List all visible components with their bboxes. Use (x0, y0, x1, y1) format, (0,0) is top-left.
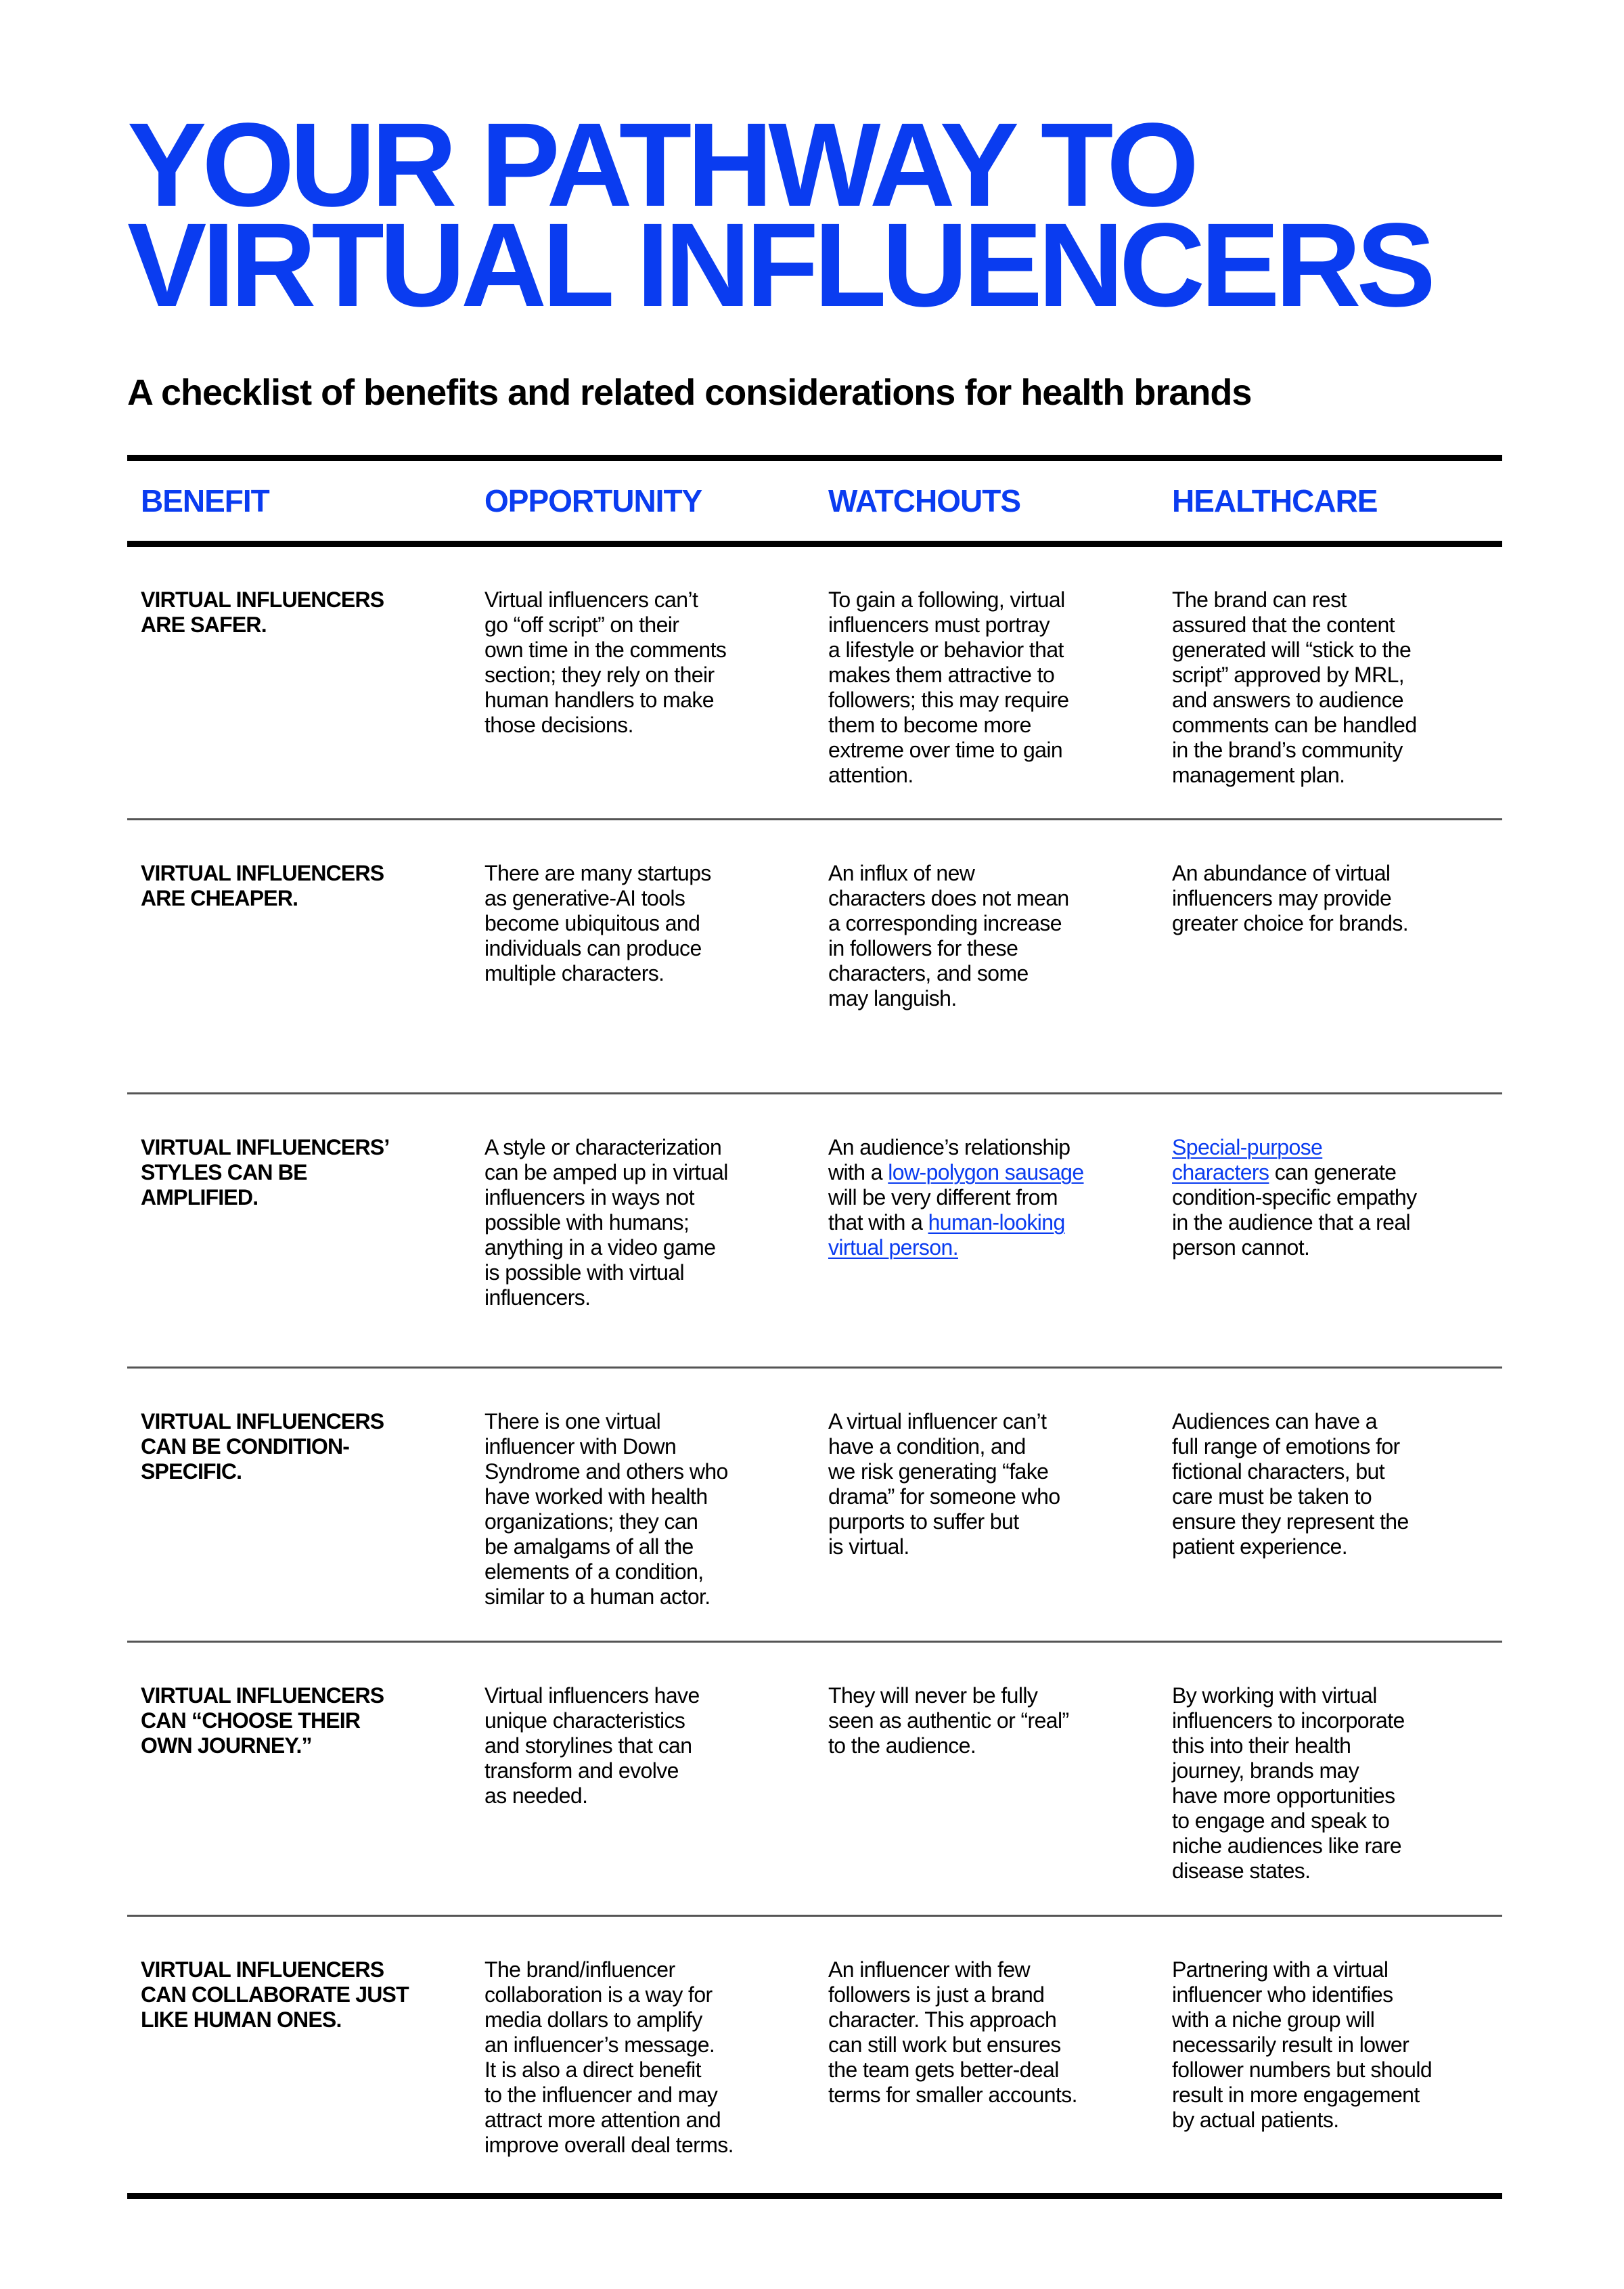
benefit-line: VIRTUAL INFLUENCERS (141, 861, 384, 885)
text-line: A style or characterization (484, 1135, 722, 1159)
column-header-opportunity: OPPORTUNITY (484, 483, 702, 518)
text-line: anything in a video game (484, 1235, 716, 1260)
text-line: Audiences can have a (1172, 1409, 1377, 1434)
text-line: journey, brands may (1172, 1758, 1359, 1783)
column-header-watchouts: WATCHOUTS (828, 483, 1021, 518)
text-line: to the influencer and may (484, 2083, 718, 2107)
text-line: Partnering with a virtual (1172, 1957, 1389, 1982)
benefit-line: CAN BE CONDITION- (141, 1434, 350, 1459)
text-line: have a condition, and (828, 1434, 1026, 1459)
text-line: character. This approach (828, 2007, 1057, 2032)
table-top-rule (127, 455, 1502, 461)
benefit-cell (127, 1094, 471, 1366)
text-line: patient experience. (1172, 1534, 1348, 1559)
text-line (1172, 1135, 1489, 1160)
text-line: become ubiquitous and (484, 911, 700, 935)
text-line: improve overall deal terms. (484, 2133, 734, 2157)
watchouts-cell (815, 1643, 1158, 1915)
low-polygon-sausage-link[interactable]: low-polygon sausage (888, 1160, 1084, 1184)
text-line: An influencer with few (828, 1957, 1031, 1982)
table-bottom-rule (127, 2193, 1502, 2199)
text-line: purports to suffer but (828, 1509, 1019, 1534)
text-line: follower numbers but should (1172, 2058, 1433, 2082)
text-line: There are many startups (484, 861, 711, 885)
checklist-table (127, 455, 1502, 2199)
text-line: in the brand’s community (1172, 738, 1403, 762)
text-line: by actual patients. (1172, 2108, 1339, 2132)
text-line: those decisions. (484, 713, 633, 737)
text-line: The brand/influencer (484, 1957, 675, 1982)
text-line: similar to a human actor. (484, 1584, 710, 1609)
text-line (828, 1235, 1145, 1260)
healthcare-cell (1158, 1917, 1502, 2193)
text-line: Syndrome and others who (484, 1459, 728, 1484)
watchouts-cell (815, 820, 1158, 1092)
text-line: They will never be fully (828, 1683, 1038, 1708)
text-line: person cannot. (1172, 1235, 1310, 1260)
text-line: have more opportunities (1172, 1783, 1395, 1808)
page-subtitle: A checklist of benefits and related considerations for health brands (127, 372, 1252, 413)
text-line: characters does not mean (828, 886, 1069, 910)
page-title (127, 99, 1502, 332)
text-line: influencers must portray (828, 613, 1050, 637)
text-line: is possible with virtual (484, 1260, 685, 1285)
page-title-line-1: YOUR PATHWAY TO (127, 99, 1195, 231)
page-header (127, 99, 1502, 414)
text-line: section; they rely on their (484, 663, 715, 687)
text-line: influencers. (484, 1285, 591, 1310)
text-line: and answers to audience (1172, 688, 1403, 712)
table-row-condition-specific (127, 1369, 1502, 1643)
text-line: to engage and speak to (1172, 1808, 1390, 1833)
text-line: this into their health (1172, 1733, 1351, 1758)
text-line: It is also a direct benefit (484, 2058, 701, 2082)
text-line: An audience’s relationship (828, 1135, 1070, 1159)
text-line: influencer with Down (484, 1434, 677, 1459)
text-line: A virtual influencer can’t (828, 1409, 1047, 1434)
healthcare-cell (1158, 1094, 1502, 1366)
table-header-rule (127, 541, 1502, 547)
special-purpose-characters-link-cont[interactable]: characters (1172, 1160, 1269, 1184)
benefit-line: LIKE HUMAN ONES. (141, 2007, 342, 2032)
text-fragment: that with a (828, 1210, 928, 1235)
table-row-amplified (127, 1094, 1502, 1369)
text-line: can be amped up in virtual (484, 1160, 728, 1184)
text-line: necessarily result in lower (1172, 2032, 1409, 2057)
text-line: influencers to incorporate (1172, 1708, 1405, 1733)
text-line: disease states. (1172, 1859, 1311, 1883)
text-line: elements of a condition, (484, 1559, 704, 1584)
text-line: them to become more (828, 713, 1031, 737)
benefit-line: ARE CHEAPER. (141, 886, 298, 910)
text-line: influencers may provide (1172, 886, 1392, 910)
text-line: followers; this may require (828, 688, 1069, 712)
text-line: with a niche group will (1172, 2007, 1375, 2032)
special-purpose-characters-link[interactable]: Special-purpose (1172, 1135, 1323, 1159)
benefit-line: CAN “CHOOSE THEIR (141, 1708, 361, 1733)
benefit-line: VIRTUAL INFLUENCERS (141, 1957, 384, 1982)
opportunity-cell (471, 1094, 815, 1366)
benefit-cell (127, 1643, 471, 1915)
text-line: seen as authentic or “real” (828, 1708, 1069, 1733)
text-fragment: can generate (1269, 1160, 1397, 1184)
text-line: collaboration is a way for (484, 1982, 713, 2007)
text-line: followers is just a brand (828, 1982, 1045, 2007)
benefit-line: STYLES CAN BE (141, 1160, 307, 1184)
text-line: and storylines that can (484, 1733, 692, 1758)
healthcare-cell (1158, 820, 1502, 1092)
text-line: assured that the content (1172, 613, 1395, 637)
text-line: attention. (828, 763, 914, 787)
table-row-own-journey (127, 1643, 1502, 1917)
benefit-line: VIRTUAL INFLUENCERS (141, 1409, 384, 1434)
benefit-line: AMPLIFIED. (141, 1185, 258, 1209)
text-line: go “off script” on their (484, 613, 679, 637)
opportunity-cell (471, 820, 815, 1092)
text-line: can still work but ensures (828, 2032, 1061, 2057)
text-line: influencer who identifies (1172, 1982, 1393, 2007)
text-fragment: with a (828, 1160, 888, 1184)
text-line (1172, 1160, 1489, 1185)
text-line: drama” for someone who (828, 1484, 1060, 1509)
text-line: may languish. (828, 986, 957, 1010)
text-line: niche audiences like rare (1172, 1834, 1401, 1858)
column-header-benefit: BENEFIT (141, 483, 269, 518)
text-line: a lifestyle or behavior that (828, 638, 1064, 662)
table-header-row (127, 461, 1502, 541)
text-line: will be very different from (828, 1185, 1058, 1209)
text-line: is virtual. (828, 1534, 909, 1559)
benefit-line: CAN COLLABORATE JUST (141, 1982, 409, 2007)
text-line: extreme over time to gain (828, 738, 1063, 762)
healthcare-cell (1158, 547, 1502, 818)
text-line: in followers for these (828, 936, 1018, 960)
text-line: There is one virtual (484, 1409, 661, 1434)
text-line: makes them attractive to (828, 663, 1055, 687)
benefit-line: ARE SAFER. (141, 613, 267, 637)
table-row-safer (127, 547, 1502, 820)
benefit-line: VIRTUAL INFLUENCERS (141, 1683, 384, 1708)
benefit-line: VIRTUAL INFLUENCERS (141, 587, 384, 612)
text-line: result in more engagement (1172, 2083, 1420, 2107)
watchouts-cell (815, 1094, 1158, 1366)
table-row-cheaper (127, 820, 1502, 1094)
healthcare-cell (1158, 1643, 1502, 1915)
text-line: script” approved by MRL, (1172, 663, 1405, 687)
text-line: fictional characters, but (1172, 1459, 1385, 1484)
text-line: to the audience. (828, 1733, 976, 1758)
text-line: Virtual influencers can’t (484, 587, 698, 612)
text-line: unique characteristics (484, 1708, 685, 1733)
text-line: have worked with health (484, 1484, 708, 1509)
opportunity-cell (471, 1917, 815, 2193)
text-line (828, 1160, 1145, 1185)
text-line: human handlers to make (484, 688, 715, 712)
column-header-healthcare: HEALTHCARE (1172, 483, 1378, 518)
text-line: attract more attention and (484, 2108, 721, 2132)
benefit-line: VIRTUAL INFLUENCERS’ (141, 1135, 390, 1159)
benefit-cell (127, 547, 471, 818)
watchouts-cell (815, 547, 1158, 818)
text-line: By working with virtual (1172, 1683, 1377, 1708)
text-line: terms for smaller accounts. (828, 2083, 1077, 2107)
text-line: media dollars to amplify (484, 2007, 702, 2032)
text-line: in the audience that a real (1172, 1210, 1411, 1235)
text-line: we risk generating “fake (828, 1459, 1049, 1484)
table-row-collaborate (127, 1917, 1502, 2193)
human-looking-virtual-person-link[interactable]: human-looking (928, 1210, 1065, 1235)
watchouts-cell (815, 1369, 1158, 1641)
benefit-cell (127, 1369, 471, 1641)
text-line: ensure they represent the (1172, 1509, 1409, 1534)
text-line: organizations; they can (484, 1509, 698, 1534)
text-line: The brand can rest (1172, 587, 1347, 612)
text-line: be amalgams of all the (484, 1534, 694, 1559)
benefit-line: SPECIFIC. (141, 1459, 242, 1484)
opportunity-cell (471, 547, 815, 818)
watchouts-cell (815, 1917, 1158, 2193)
text-line: comments can be handled (1172, 713, 1417, 737)
healthcare-cell (1158, 1369, 1502, 1641)
text-line: an influencer’s message. (484, 2032, 715, 2057)
text-line: full range of emotions for (1172, 1434, 1400, 1459)
text-line (828, 1210, 1145, 1235)
text-line: as needed. (484, 1783, 588, 1808)
text-line: as generative-AI tools (484, 886, 685, 910)
text-line: care must be taken to (1172, 1484, 1372, 1509)
text-line: greater choice for brands. (1172, 911, 1409, 935)
text-line: the team gets better-deal (828, 2058, 1059, 2082)
page-title-line-2: VIRTUAL INFLUENCERS (127, 199, 1431, 332)
benefit-cell (127, 820, 471, 1092)
text-line: generated will “stick to the (1172, 638, 1412, 662)
opportunity-cell (471, 1643, 815, 1915)
text-line: An abundance of virtual (1172, 861, 1391, 885)
text-line: a corresponding increase (828, 911, 1062, 935)
text-line: influencers in ways not (484, 1185, 694, 1209)
text-line: condition-specific empathy (1172, 1185, 1417, 1209)
text-line: An influx of new (828, 861, 975, 885)
text-line: multiple characters. (484, 961, 664, 985)
text-line: own time in the comments (484, 638, 727, 662)
text-line: individuals can produce (484, 936, 702, 960)
text-line: possible with humans; (484, 1210, 690, 1235)
human-looking-virtual-person-link-cont[interactable]: virtual person. (828, 1235, 958, 1260)
opportunity-cell (471, 1369, 815, 1641)
text-line: characters, and some (828, 961, 1029, 985)
text-line: To gain a following, virtual (828, 587, 1065, 612)
text-line: transform and evolve (484, 1758, 679, 1783)
benefit-line: OWN JOURNEY.” (141, 1733, 312, 1758)
benefit-cell (127, 1917, 471, 2193)
text-line: management plan. (1172, 763, 1345, 787)
text-line: Virtual influencers have (484, 1683, 700, 1708)
